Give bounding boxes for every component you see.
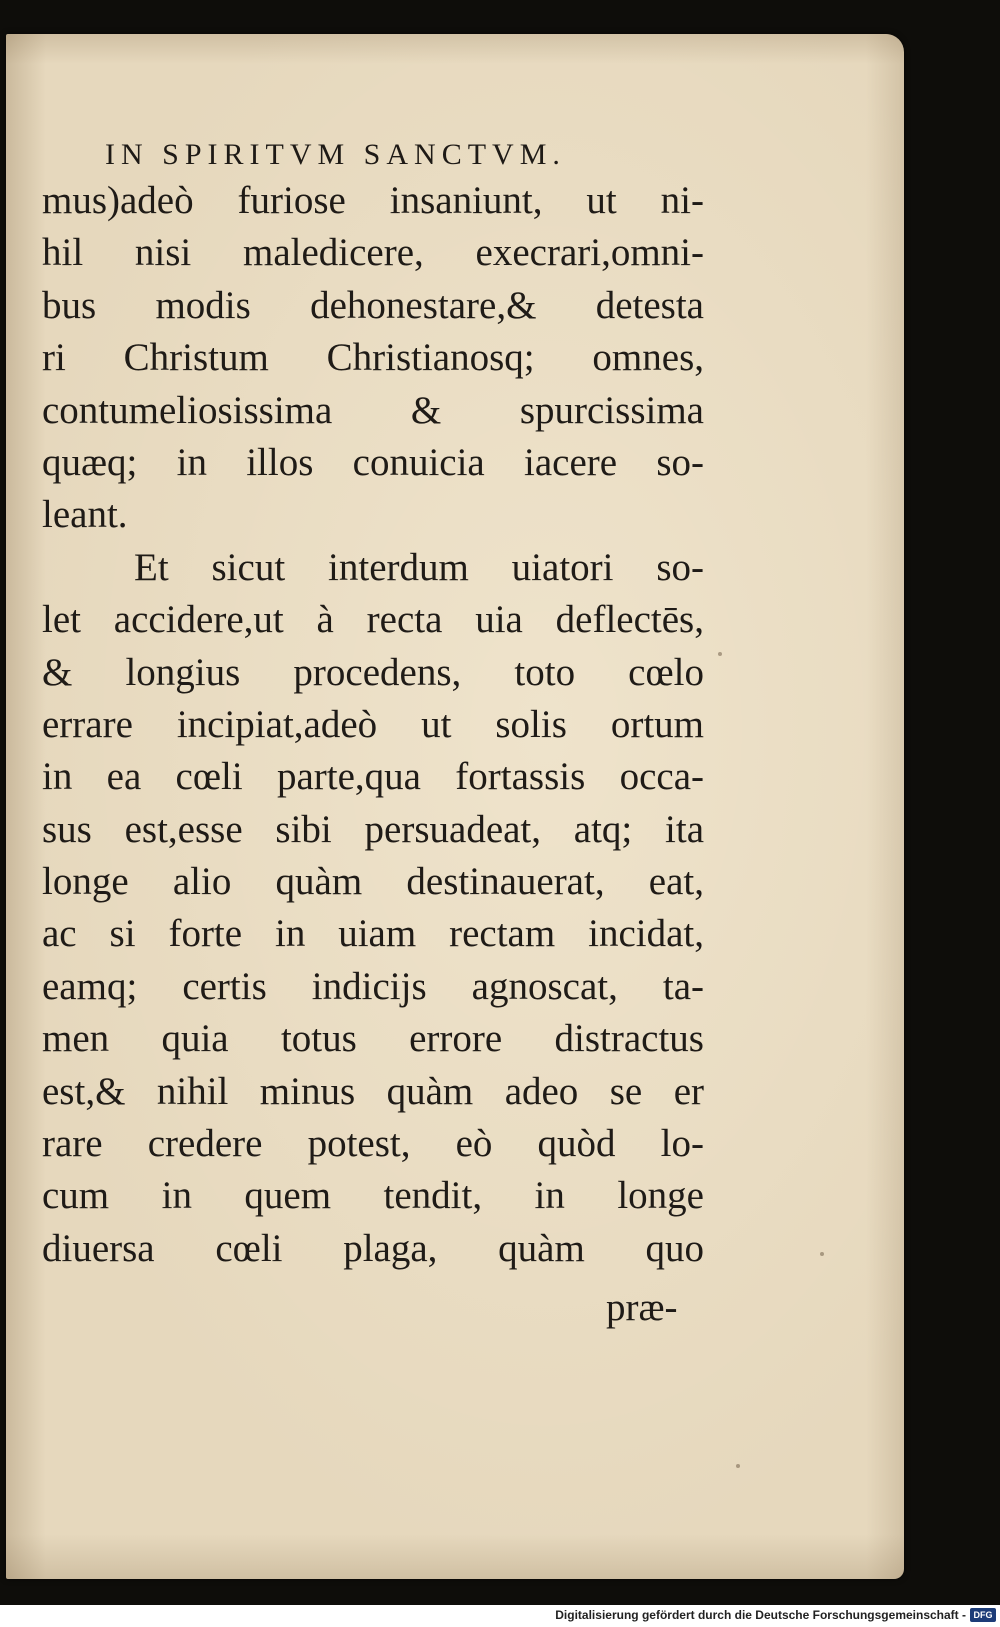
paper-speck	[736, 1464, 740, 1468]
text-line: cum in quem tendit, in longe	[42, 1174, 704, 1218]
text-line: & longius procedens, toto cœlo	[42, 650, 704, 694]
text-line: mus)adeò furiose insaniunt, ut ni-	[42, 179, 704, 222]
text-line: hil nisi maledicere, execrari,omni-	[42, 231, 704, 275]
paper-speck	[820, 1252, 824, 1256]
text-line: men quia totus errore distractus	[42, 1017, 704, 1061]
text-line: sus est,esse sibi persuadeat, atq; ita	[42, 807, 704, 851]
text-block	[42, 175, 704, 1275]
text-line: rare credere potest, eò quòd lo-	[42, 1122, 704, 1166]
text-line: eamq; certis indicijs agnoscat, ta-	[42, 964, 704, 1008]
footer-credit: Digitalisierung gefördert durch die Deutsche Forschungsgemeinschaft -	[555, 1608, 966, 1622]
paper-speck	[718, 652, 722, 656]
running-head: IN SPIRITVM SANCTVM.	[105, 138, 566, 171]
text-line: leant.	[42, 493, 128, 537]
text-line: Et sicut interdum uiatori so-	[134, 545, 704, 589]
text-line: diuersa cœli plaga, quàm quo	[42, 1226, 704, 1270]
dfg-logo: DFG	[970, 1608, 996, 1622]
text-line: longe alio quàm destinauerat, eat,	[42, 860, 704, 904]
text-line: contumeliosissima & spurcissima	[42, 388, 704, 432]
text-line: est,& nihil minus quàm adeo se er	[42, 1069, 704, 1113]
text-line: ac si forte in uiam rectam incidat,	[42, 912, 704, 956]
text-line: in ea cœli parte,qua fortassis occa-	[42, 755, 704, 799]
text-line: errare incipiat,adeò ut solis ortum	[42, 702, 704, 746]
catchword: præ-	[606, 1286, 678, 1329]
text-line: let accidere,ut à recta uia deflectēs,	[42, 598, 704, 642]
text-line: bus modis dehonestare,& detesta	[42, 283, 704, 327]
text-line: ri Christum Christianosq; omnes,	[42, 336, 704, 380]
text-line: quæq; in illos conuicia iacere so-	[42, 440, 704, 484]
footer-bar	[0, 1605, 1000, 1627]
